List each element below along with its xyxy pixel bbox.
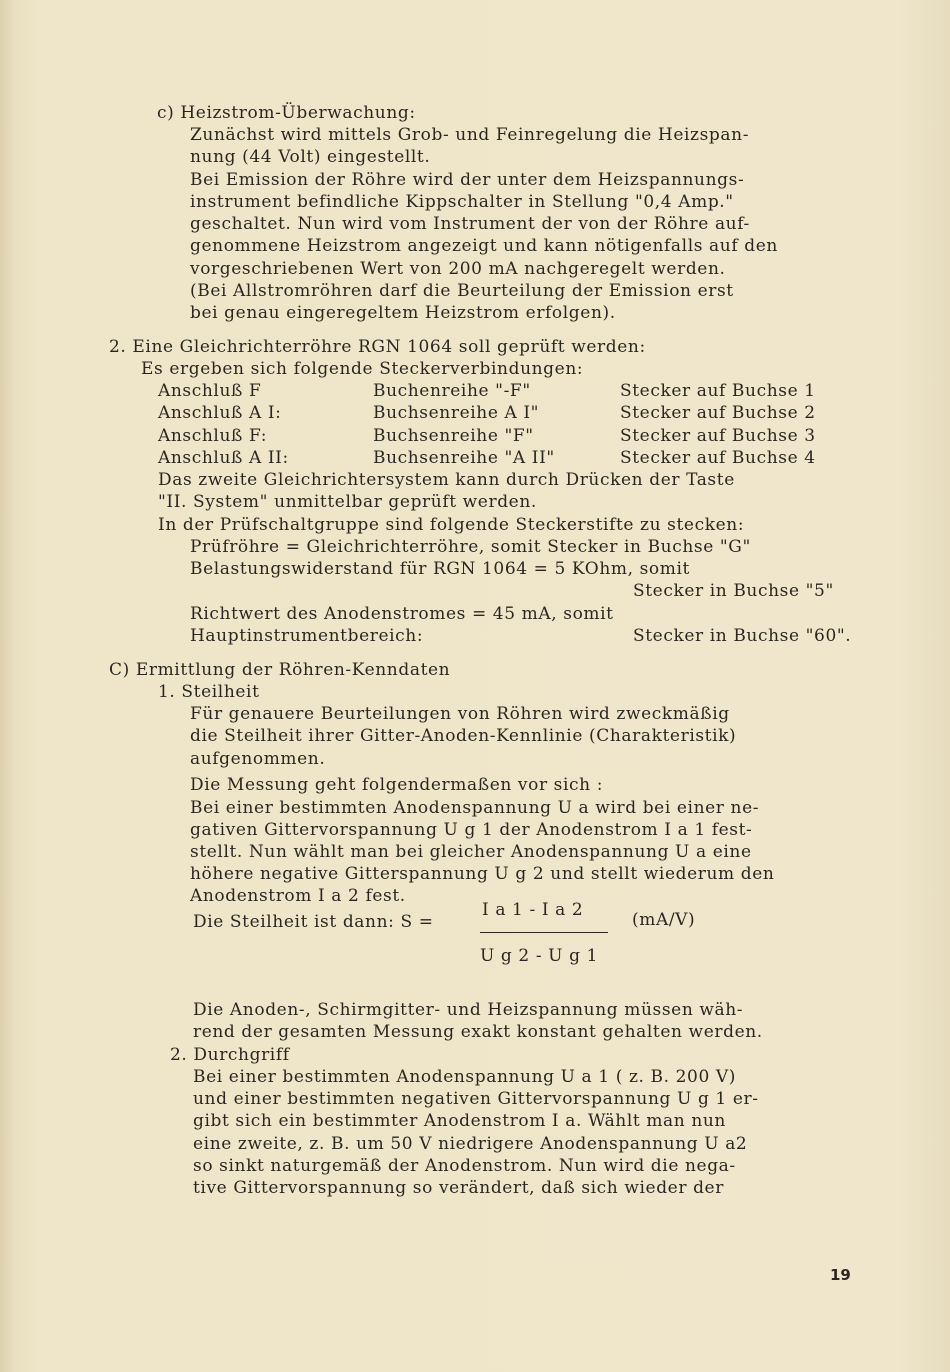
text-line: tive Gittervorspannung so verändert, daß sich wieder der [193,1178,724,1198]
text-line: Stecker in Buchse "5" [633,581,834,601]
text-line: eine zweite, z. B. um 50 V niedrigere Anodenspannung U a2 [193,1134,748,1154]
text-line: die Steilheit ihrer Gitter-Anoden-Kennlinie (Charakteristik) [190,726,737,746]
formula-numerator: I a 1 - I a 2 [482,900,584,920]
fraction-bar [480,932,608,933]
text-line: Belastungswiderstand für RGN 1064 = 5 KOhm, somit [190,559,690,579]
connection-plug: Stecker auf Buchse 1 [620,381,816,401]
text-line: Bei einer bestimmten Anodenspannung U a wird bei einer ne- [190,798,760,818]
text-line: stellt. Nun wählt man bei gleicher Anodenspannung U a eine [190,842,752,862]
text-line: und einer bestimmten negativen Gittervorspannung U g 1 er- [193,1089,759,1109]
subsection-heading: 1. Steilheit [158,682,260,702]
text-line: instrument befindliche Kippschalter in Stellung "0,4 Amp." [190,192,734,212]
text-line: vorgeschriebenen Wert von 200 mA nachgeregelt werden. [190,259,726,279]
heading-heizstrom: c) Heizstrom-Überwachung: [157,103,416,123]
text-line: gativen Gittervorspannung U g 1 der Anodenstrom I a 1 fest- [190,820,753,840]
formula-denominator: U g 2 - U g 1 [480,946,599,966]
text-line: Die Messung geht folgendermaßen vor sich : [190,775,604,795]
text-line: nung (44 Volt) eingestellt. [190,147,431,167]
connection-row: Buchsenreihe "F" [373,426,534,446]
connection-plug: Stecker auf Buchse 4 [620,448,816,468]
text-line: so sinkt naturgemäß der Anodenstrom. Nun wird die nega- [193,1156,736,1176]
text-line: genommene Heizstrom angezeigt und kann nötigenfalls auf den [190,236,778,256]
text-line: Es ergeben sich folgende Steckerverbindungen: [141,359,584,379]
text-line: höhere negative Gitterspannung U g 2 und stellt wiederum den [190,864,775,884]
connection-plug: Stecker auf Buchse 3 [620,426,816,446]
connection-label: Anschluß F: [158,426,268,446]
text-line: Bei einer bestimmten Anodenspannung U a 1 ( z. B. 200 V) [193,1067,736,1087]
text-line: Das zweite Gleichrichtersystem kann durch Drücken der Taste [158,470,735,490]
text-line: (Bei Allstromröhren darf die Beurteilung der Emission erst [190,281,734,301]
text-line: Richtwert des Anodenstromes = 45 mA, somit [190,604,614,624]
text-line: Bei Emission der Röhre wird der unter dem Heizspannungs- [190,170,745,190]
subsection-heading: 2. Durchgriff [170,1045,290,1065]
text-line: Die Anoden-, Schirmgitter- und Heizspannung müssen wäh- [193,1000,744,1020]
connection-label: Anschluß A II: [158,448,289,468]
text-line: "II. System" unmittelbar geprüft werden. [158,492,537,512]
text-line: Zunächst wird mittels Grob- und Feinregelung die Heizspan- [190,125,750,145]
text-line: geschaltet. Nun wird vom Instrument der von der Röhre auf- [190,214,750,234]
text-line: bei genau eingeregeltem Heizstrom erfolgen). [190,303,616,323]
text-line: rend der gesamten Messung exakt konstant gehalten werden. [193,1022,763,1042]
text-line: Für genauere Beurteilungen von Röhren wird zweckmäßig [190,704,730,724]
formula-unit: (mA/V) [632,910,696,930]
text-line: Anodenstrom I a 2 fest. [190,886,406,906]
text-line: Stecker in Buchse "60". [633,626,852,646]
page-number: 19 [830,1266,851,1284]
connection-row: Buchsenreihe "A II" [373,448,555,468]
connection-plug: Stecker auf Buchse 2 [620,403,816,423]
text-line: gibt sich ein bestimmter Anodenstrom I a. Wählt man nun [193,1111,726,1131]
connection-row: Buchsenreihe A I" [373,403,540,423]
text-line: In der Prüfschaltgruppe sind folgende Steckerstifte zu stecken: [158,515,745,535]
text-line: aufgenommen. [190,749,326,769]
formula-label: Die Steilheit ist dann: S = [193,912,434,932]
text-line: Prüfröhre = Gleichrichterröhre, somit Stecker in Buchse "G" [190,537,751,557]
connection-label: Anschluß F [158,381,262,401]
item-2-heading: 2. Eine Gleichrichterröhre RGN 1064 soll geprüft werden: [109,337,646,357]
connection-label: Anschluß A I: [158,403,282,423]
connection-row: Buchenreihe "-F" [373,381,531,401]
section-c-heading: C) Ermittlung der Röhren-Kenndaten [109,660,451,680]
text-line: Hauptinstrumentbereich: [190,626,424,646]
